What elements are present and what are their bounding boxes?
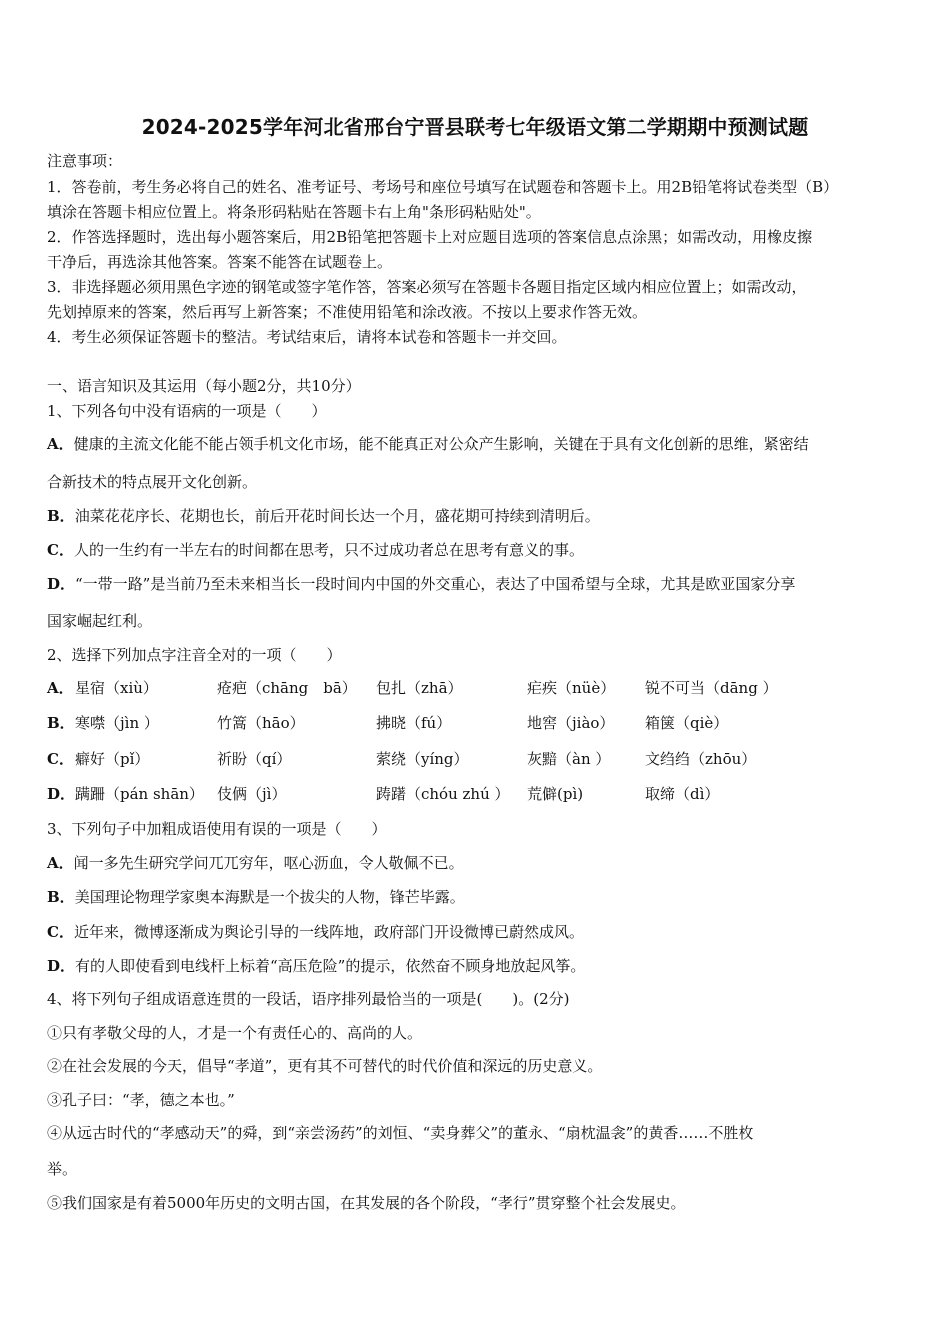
- option-text: 近年来，微博逐渐成为舆论引导的一线阵地，政府部门开设微博已蔚然成风。: [73, 923, 584, 941]
- q2-row-d-label: D．: [47, 785, 76, 803]
- q2-choice: 萦绕（yíng）: [376, 750, 469, 768]
- q2-choice: 疮疤（chāng bā）: [217, 679, 357, 697]
- q2-choice: 箱箧（qiè）: [645, 714, 729, 732]
- q4-sentence: ①只有孝敬父母的人，才是一个有责任心的、高尚的人。: [47, 1024, 423, 1042]
- q1-option-c: [47, 540, 584, 560]
- q2-choice: 文绉绉（zhōu）: [645, 750, 757, 768]
- q1-option-d: [47, 574, 795, 594]
- q2-choice: 星宿（xiù）: [75, 679, 158, 697]
- q4-sentence: ⑤我们国家是有着5000年历史的文明古国，在其发展的各个阶段，“孝行”贯穿整个社会发展史。: [47, 1194, 686, 1212]
- question-3-stem: 3、下列句子中加粗成语使用有误的一项是（ ）: [47, 820, 387, 838]
- q2-choice: 地窖（jiào）: [527, 714, 615, 732]
- notice-line: 3．非选择题必须用黑色字迹的钢笔或签字笔作答，答案必须写在答题卡各题目指定区域内相应位置上；如需改动，: [47, 278, 807, 296]
- q2-choice: 祈盼（qí）: [217, 750, 292, 768]
- section-heading: 一、语言知识及其运用（每小题2分，共10分）: [47, 377, 361, 395]
- option-label: A．: [47, 854, 74, 872]
- q2-choice: 癖好（pǐ）: [75, 750, 150, 768]
- notice-line: 干净后，再选涂其他答案。答案不能答在试题卷上。: [47, 253, 393, 271]
- q3-option-b: [47, 887, 465, 907]
- option-text: “一带一路”是当前乃至未来相当长一段时间内中国的外交重心，表达了中国希望与全球，尤其是欧亚国家分享: [75, 575, 796, 593]
- q4-sentence: ④从远古时代的“孝感动天”的舜，到“亲尝汤药”的刘恒、“卖身葬父”的董永、“扇枕温衾”的黄香……不胜枚: [47, 1124, 754, 1142]
- notice-line: 先划掉原来的答案，然后再写上新答案；不准使用铅笔和涂改液。不按以上要求作答无效。: [47, 303, 648, 321]
- q2-choice: 取缔（dì）: [645, 785, 720, 803]
- option-label: A．: [47, 435, 74, 453]
- q2-choice: 踌躇（chóu zhú ）: [376, 785, 510, 803]
- q4-sentence-cont: 举。: [47, 1160, 78, 1178]
- q2-choice: 包扎（zhā）: [376, 679, 463, 697]
- q2-row-a-label: A．: [47, 679, 74, 697]
- q2-choice: 灰黯（àn ）: [527, 750, 611, 768]
- q2-row-b-label: B．: [47, 714, 75, 732]
- notice-line: 填涂在答题卡相应位置上。将条形码粘贴在答题卡右上角"条形码粘贴处"。: [47, 203, 541, 221]
- option-label: B．: [47, 507, 75, 525]
- q2-row-c-label: C．: [47, 750, 74, 768]
- option-label: D．: [47, 957, 76, 975]
- notice-line: 1．答卷前，考生务必将自己的姓名、准考证号、考场号和座位号填写在试题卷和答题卡上。用2B铅笔将试卷类型（B）: [47, 178, 839, 196]
- option-label: C．: [47, 923, 74, 941]
- q2-choice: 蹒跚（pán shān）: [75, 785, 204, 803]
- q3-option-d: [47, 956, 585, 976]
- q4-sentence: ②在社会发展的今天，倡导“孝道”，更有其不可替代的时代价值和深远的历史意义。: [47, 1057, 603, 1075]
- q4-sentence: ③孔子曰：“孝，德之本也。”: [47, 1091, 235, 1109]
- q2-choice: 拂晓（fú）: [376, 714, 452, 732]
- option-text: 有的人即使看到电线杆上标着“高压危险”的提示，依然奋不顾身地放起风筝。: [75, 957, 586, 975]
- q2-choice: 寒噤（jìn ）: [75, 714, 159, 732]
- notice-line: 4．考生必须保证答题卡的整洁。考试结束后，请将本试卷和答题卡一并交回。: [47, 328, 567, 346]
- q2-choice: 荒僻(pì): [527, 785, 584, 803]
- q2-choice: 竹篙（hāo）: [217, 714, 305, 732]
- q1-option-a: [47, 434, 809, 454]
- q1-option-b: [47, 506, 600, 526]
- question-2-stem: 2、选择下列加点字注音全对的一项（ ）: [47, 646, 342, 664]
- option-label: C．: [47, 541, 74, 559]
- option-text: 人的一生约有一半左右的时间都在思考，只不过成功者总在思考有意义的事。: [73, 541, 584, 559]
- q2-choice: 疟疾（nüè）: [527, 679, 616, 697]
- option-label: D．: [47, 575, 76, 593]
- page-title: 2024-2025学年河北省邢台宁晋县联考七年级语文第二学期期中预测试题: [141, 115, 809, 139]
- notice-heading: 注意事项：: [47, 152, 123, 170]
- option-text: 美国理论物理学家奥本海默是一个拔尖的人物，锋芒毕露。: [74, 888, 465, 906]
- option-text: 健康的主流文化能不能占领手机文化市场，能不能真正对公众产生影响，关键在于具有文化创新的思维，紧密结: [73, 435, 809, 453]
- q1-option-a-cont: 合新技术的特点展开文化创新。: [47, 473, 258, 491]
- option-text: 油菜花花序长、花期也长，前后开花时间长达一个月，盛花期可持续到清明后。: [74, 507, 600, 525]
- question-1-stem: 1、下列各句中没有语病的一项是（ ）: [47, 402, 327, 420]
- q2-choice: 伎俩（jì）: [217, 785, 287, 803]
- option-text: 闻一多先生研究学问兀兀穷年，呕心沥血，令人敬佩不已。: [73, 854, 464, 872]
- option-label: B．: [47, 888, 75, 906]
- q2-choice: 锐不可当（dāng ）: [645, 679, 778, 697]
- q3-option-c: [47, 922, 584, 942]
- question-4-stem: 4、将下列句子组成语意连贯的一段话，语序排列最恰当的一项是( )。(2分): [47, 990, 570, 1008]
- notice-line: 2．作答选择题时，选出每小题答案后，用2B铅笔把答题卡上对应题目选项的答案信息点涂黑；如需改动，用橡皮擦: [47, 228, 813, 246]
- q3-option-a: [47, 853, 464, 873]
- q1-option-d-cont: 国家崛起红利。: [47, 612, 153, 630]
